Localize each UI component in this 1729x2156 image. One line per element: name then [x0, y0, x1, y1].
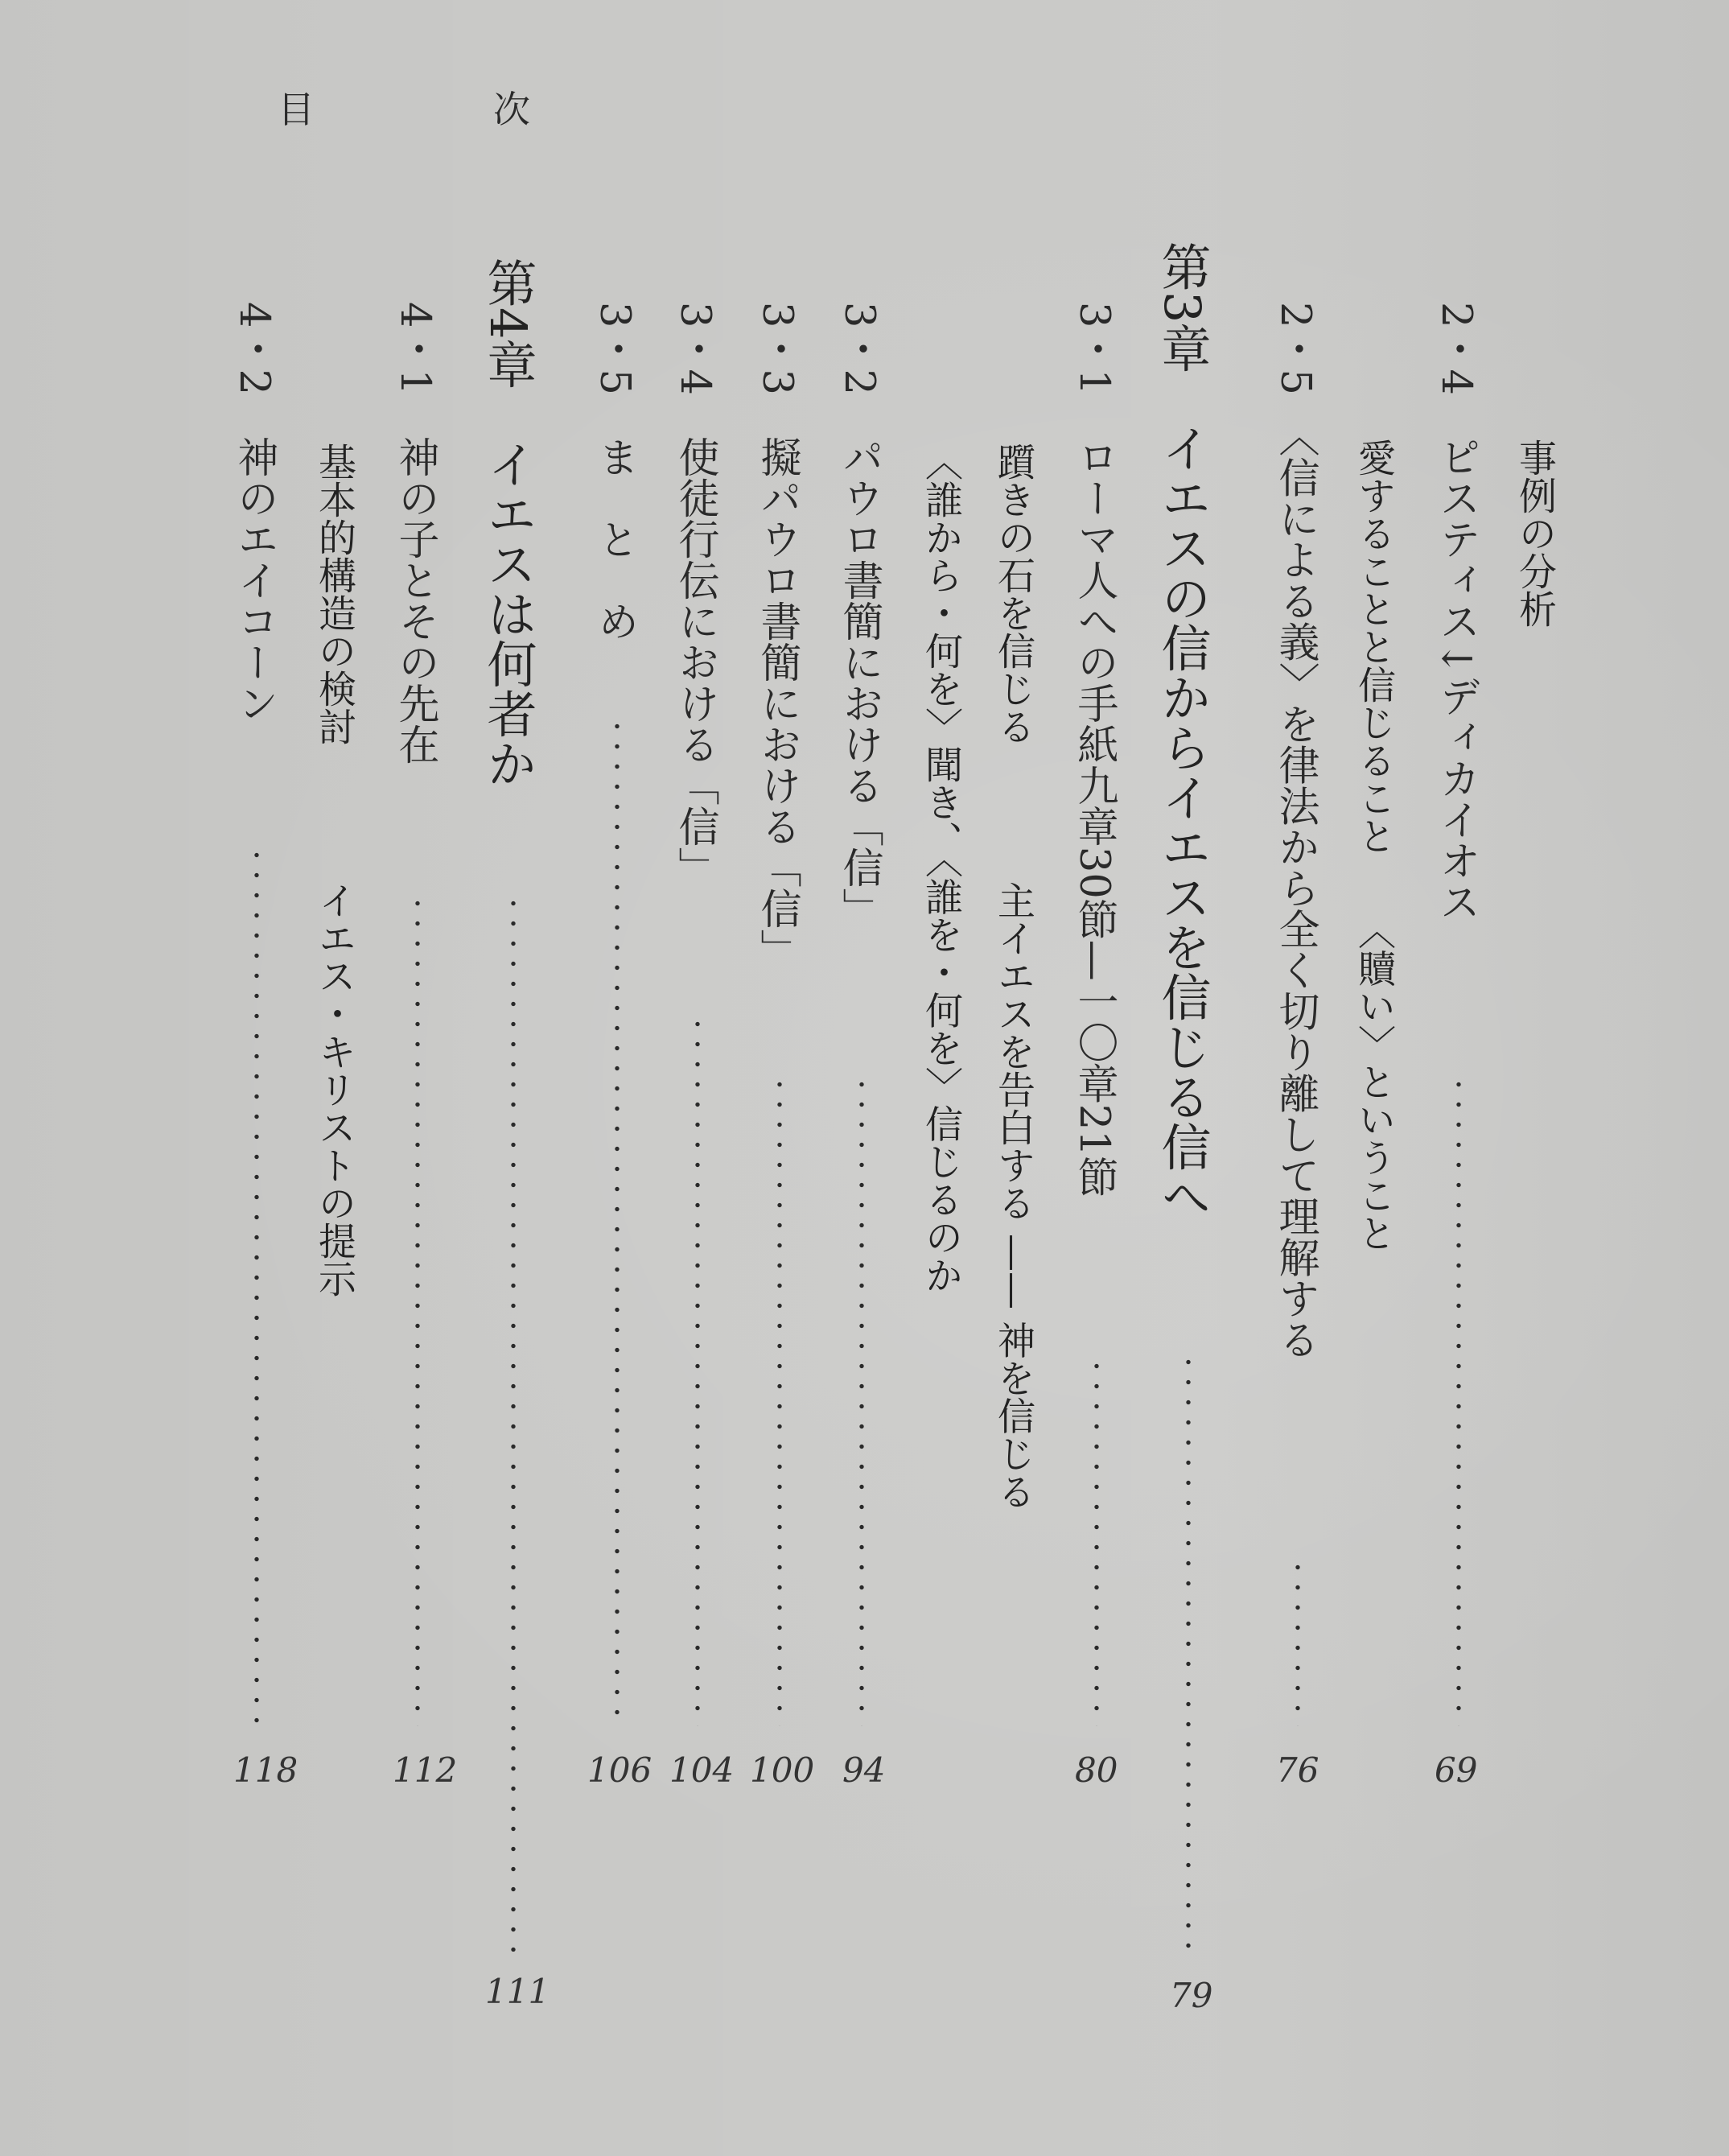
- toc-page-number-chapter-3: 79: [1170, 1976, 1213, 2015]
- toc-chapter-4: 第4章 イエスは何者か: [479, 258, 537, 789]
- toc-page-number-4-2: 118: [233, 1750, 298, 1790]
- toc-entry-2-5: 2・5 〈信による義〉を律法から全く切り離して理解する: [1271, 302, 1319, 1360]
- toc-entry-3-1: 3・1 ローマ人への手紙九章30節—一〇章21節: [1070, 302, 1118, 1198]
- toc-entry-3-5: 3・5 ま と め: [591, 302, 638, 641]
- toc-page-number-3-5: 106: [587, 1750, 652, 1790]
- toc-page-number-2-4: 69: [1435, 1750, 1478, 1790]
- toc-leader-4-1: [415, 893, 420, 1726]
- toc-page-number-2-5: 76: [1276, 1750, 1319, 1790]
- toc-leader-3-3: [777, 1074, 782, 1726]
- toc-subentry-hear-and-believe: 〈誰から・何を〉聞き、〈誰を・何を〉信じるのか: [919, 443, 963, 1294]
- running-title: 目 次: [278, 88, 601, 131]
- toc-subentry-case-analysis: 事例の分析: [1513, 439, 1557, 628]
- toc-page-number-3-4: 104: [669, 1750, 735, 1790]
- toc-leader-3-2: [859, 1074, 864, 1726]
- toc-subentry-jesus-christ-presentation: イエス・キリストの提示: [312, 881, 356, 1297]
- toc-leader-3-1: [1094, 1356, 1099, 1726]
- toc-leader-chapter-4: [511, 893, 516, 1952]
- toc-subentry-stumbling-stone: 躓きの石を信じる: [991, 443, 1035, 745]
- toc-entry-3-4: 3・4 使徒行伝における「信」: [671, 302, 718, 888]
- toc-leader-2-4: [1456, 1074, 1461, 1726]
- toc-chapter-3: 第3章 イエスの信からイエスを信じる信へ: [1153, 241, 1212, 1222]
- toc-page-number-chapter-4: 111: [485, 1972, 550, 2011]
- toc-page-number-4-1: 112: [393, 1750, 458, 1790]
- toc-page-number-3-1: 80: [1075, 1750, 1118, 1790]
- toc-entry-3-2: 3・2 パウロ書簡における「信」: [835, 302, 883, 929]
- toc-page-number-3-3: 100: [750, 1750, 815, 1790]
- toc-leader-3-5: [615, 716, 620, 1726]
- toc-entry-2-4: 2・4 ピスティス↓ディカイオス: [1432, 302, 1480, 922]
- toc-page-number-3-2: 94: [842, 1750, 886, 1790]
- toc-leader-3-4: [695, 1014, 700, 1726]
- toc-subentry-basic-structure: 基本的構造の検討: [312, 443, 356, 745]
- toc-entry-4-2: 4・2 神のエイコーン: [230, 302, 278, 723]
- toc-subentry-confess-jesus: 主イエスを告白する —— 神を信じる: [991, 881, 1035, 1511]
- toc-leader-chapter-3: [1186, 1352, 1191, 1952]
- toc-leader-4-2: [254, 845, 259, 1726]
- toc-subentry-love-and-faith: 愛することと信じること 〈贖い〉ということ: [1352, 439, 1396, 1252]
- toc-leader-2-5: [1295, 1557, 1300, 1726]
- toc-entry-3-3: 3・3 擬パウロ書簡における「信」: [753, 302, 801, 970]
- toc-entry-4-1: 4・1 神の子とその先在: [391, 302, 438, 765]
